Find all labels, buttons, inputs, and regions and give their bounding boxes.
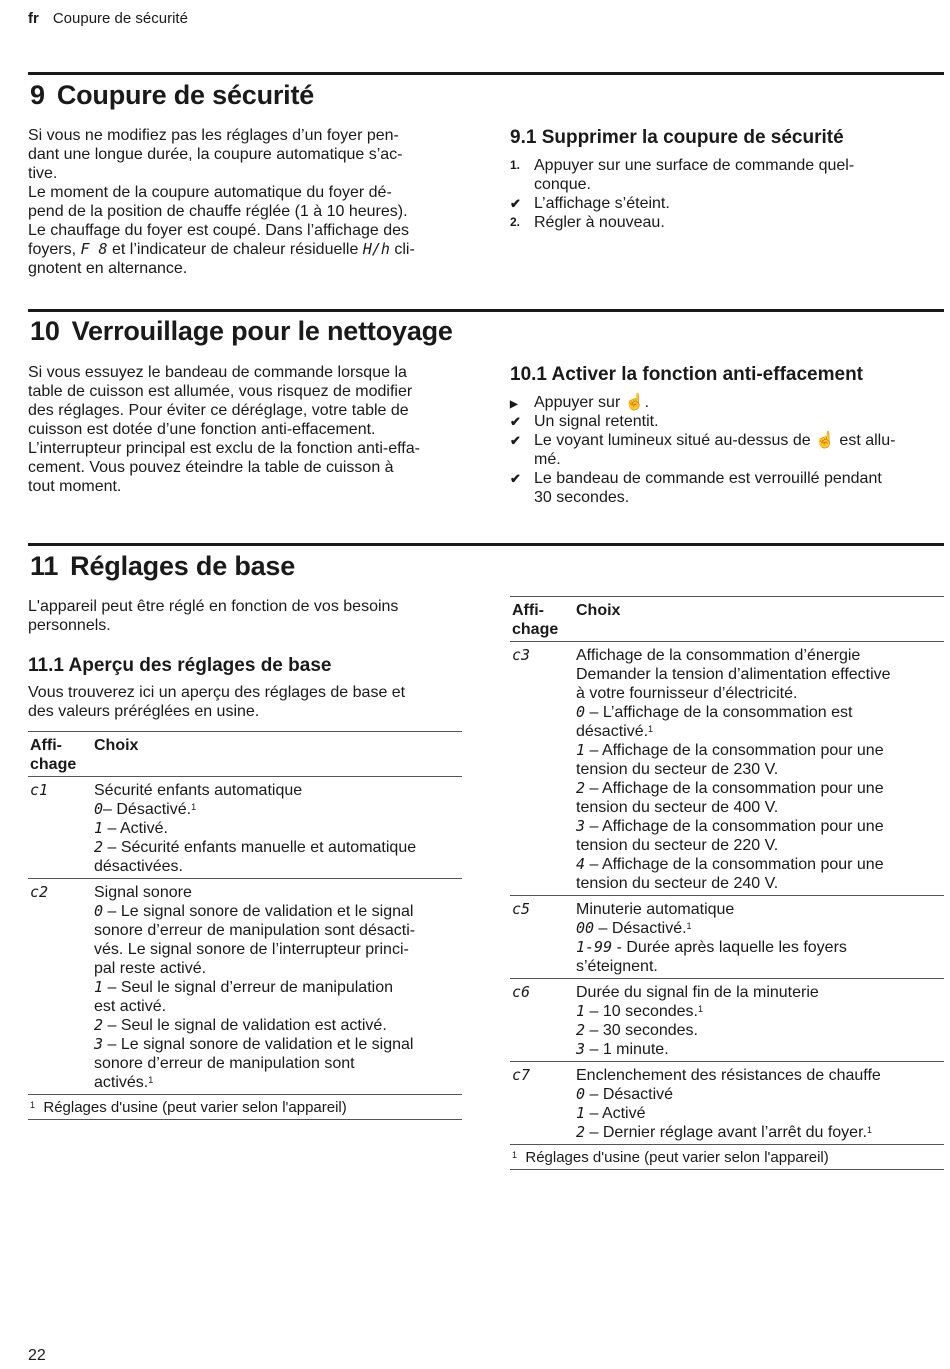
display-symbol: 3 xyxy=(94,1035,104,1053)
section-10-heading xyxy=(30,316,453,347)
check-icon: ✔ xyxy=(510,471,521,486)
text-line: tension du secteur de 240 V. xyxy=(576,875,779,892)
language-code: fr xyxy=(28,10,39,27)
text-line: Le moment de la coupure automatique du foyer dé- xyxy=(28,184,392,201)
text-line: pal reste activé. xyxy=(94,960,207,977)
footnote-text: Réglages d'usine (peut varier selon l'appareil) xyxy=(43,1099,347,1116)
section-number: 11 xyxy=(30,551,59,581)
text-span: – Affichage de la consommation pour une xyxy=(585,856,884,873)
footnote-text: Réglages d'usine (peut varier selon l'appareil) xyxy=(525,1149,829,1166)
display-symbol: 1 xyxy=(94,978,104,996)
choice-cell xyxy=(94,883,462,1092)
text-line: cement. Vous pouvez éteindre la table de cuisson à xyxy=(28,459,394,476)
footnote-mark: 1 xyxy=(866,1125,872,1135)
table-row xyxy=(510,896,944,979)
text-line: Minuterie automatique xyxy=(576,901,735,918)
result-item xyxy=(510,412,930,431)
text-line: chage xyxy=(30,756,77,773)
text-line: chage xyxy=(512,621,559,638)
text-line: sonore d’erreur de manipulation sont désacti- xyxy=(94,922,416,939)
text-span: – L’affichage de la consommation est xyxy=(585,704,853,721)
choice-cell xyxy=(576,1066,944,1142)
display-code: c6 xyxy=(512,983,531,1001)
display-symbol: 1 xyxy=(576,1002,586,1020)
option-line xyxy=(576,1040,944,1059)
option-line xyxy=(576,1123,944,1142)
table-header-row xyxy=(28,732,462,777)
section-11-heading xyxy=(30,551,295,582)
display-symbol: 2 xyxy=(94,1016,104,1034)
text-span: activés. xyxy=(94,1074,149,1091)
table-row xyxy=(510,642,944,896)
text-span: – Affichage de la consommation pour une xyxy=(585,818,884,835)
text-line: L'appareil peut être réglé en fonction de vos besoins xyxy=(28,598,399,615)
text-line: Affi- xyxy=(512,602,544,619)
text-line: tension du secteur de 220 V. xyxy=(576,837,779,854)
option-line xyxy=(576,703,944,722)
choice-cell xyxy=(576,983,944,1059)
table-footnote xyxy=(28,1095,462,1120)
display-symbol: 2 xyxy=(576,1123,586,1141)
check-icon: ✔ xyxy=(510,414,521,429)
settings-table-right xyxy=(510,596,944,1170)
text-span: est allu- xyxy=(834,432,896,449)
text-line: dant une longue durée, la coupure automatique s’ac- xyxy=(28,146,403,163)
footnote-mark: 1 xyxy=(191,802,197,812)
section-rule xyxy=(28,543,944,546)
column-header-choice: Choix xyxy=(94,737,139,754)
text-line: Durée du signal fin de la minuterie xyxy=(576,984,819,1001)
display-symbol: 1 xyxy=(94,819,104,837)
display-symbol: F 8 xyxy=(80,240,108,258)
option-line xyxy=(94,819,462,838)
display-code: c3 xyxy=(512,646,531,664)
text-line: à votre fournisseur d’électricité. xyxy=(576,685,798,702)
step-list xyxy=(510,156,930,232)
option-line xyxy=(576,741,944,760)
display-symbol: 0 xyxy=(576,703,586,721)
section-10-body xyxy=(28,363,468,496)
step-item xyxy=(510,156,930,194)
column-header-display xyxy=(28,736,94,774)
section-title: Coupure de sécurité xyxy=(56,80,315,110)
arrow-icon: ▶ xyxy=(510,399,518,410)
text-line: des valeurs préréglées en usine. xyxy=(28,703,260,720)
display-code: c1 xyxy=(30,781,49,799)
text-span: – Désactivé xyxy=(585,1086,674,1103)
text-span: – 1 minute. xyxy=(585,1041,669,1058)
text-span: – Le signal sonore de validation et le signal xyxy=(103,903,414,920)
text-line: 30 secondes. xyxy=(534,489,630,506)
text-span: – Activé xyxy=(585,1105,646,1122)
option-line xyxy=(576,817,944,836)
check-icon: ✔ xyxy=(510,196,521,211)
option-line xyxy=(94,1016,462,1035)
option-line xyxy=(576,779,944,798)
text-line xyxy=(28,240,468,259)
option-line xyxy=(94,902,462,921)
option-line xyxy=(576,1002,944,1021)
action-item: ▶ Appuyer sur ☝. xyxy=(510,393,930,412)
text-line: Demander la tension d’alimentation effective xyxy=(576,666,891,683)
display-symbol: 2 xyxy=(576,1021,586,1039)
section-title: Réglages de base xyxy=(70,551,296,581)
text-line: mé. xyxy=(534,451,561,468)
section-title: Verrouillage pour le nettoyage xyxy=(71,316,453,346)
step-item xyxy=(510,213,930,232)
footnote-mark: 1 xyxy=(686,921,692,931)
text-span: Le voyant lumineux situé au-dessus de xyxy=(534,432,816,449)
result-item xyxy=(510,469,930,507)
table-row xyxy=(510,1062,944,1145)
footnote-mark: 1 xyxy=(698,1004,704,1014)
text-span: – 10 secondes. xyxy=(585,1003,698,1020)
text-line: sonore d’erreur de manipulation sont xyxy=(94,1055,355,1072)
running-header xyxy=(28,10,188,27)
text-span: foyers, xyxy=(28,241,81,258)
text-line: Le bandeau de commande est verrouillé pendant xyxy=(534,470,882,487)
hand-wipe-icon: ☝ xyxy=(624,394,645,411)
text-line: tension du secteur de 230 V. xyxy=(576,761,779,778)
text-line: Appuyer sur xyxy=(534,394,625,411)
table-footnote xyxy=(510,1145,944,1170)
choice-cell xyxy=(94,781,462,876)
text-line: tension du secteur de 400 V. xyxy=(576,799,779,816)
option-line xyxy=(576,722,944,741)
option-line xyxy=(94,978,462,997)
display-symbol: 00 xyxy=(576,919,595,937)
display-symbol: 0 xyxy=(94,902,104,920)
display-symbol: 0 xyxy=(94,800,104,818)
text-line: L’affichage s’éteint. xyxy=(534,195,670,212)
text-span: – Dernier réglage avant l’arrêt du foyer. xyxy=(585,1124,867,1141)
text-span: cli- xyxy=(389,241,415,258)
step-number: 2. xyxy=(510,215,521,229)
text-line: pend de la position de chauffe réglée (1 à 10 heures). xyxy=(28,203,408,220)
section-rule xyxy=(28,309,944,312)
text-line: est activé. xyxy=(94,998,167,1015)
text-line: Appuyer sur une surface de commande quel- xyxy=(534,157,855,174)
text-span: – Le signal sonore de validation et le signal xyxy=(103,1036,414,1053)
footnote-mark: 1 xyxy=(30,1100,36,1110)
settings-table-left xyxy=(28,731,462,1120)
section-number: 10 xyxy=(30,316,60,346)
text-span: – Affichage de la consommation pour une xyxy=(585,780,884,797)
option-line xyxy=(576,919,944,938)
display-code: c7 xyxy=(512,1066,531,1084)
section-rule xyxy=(28,72,944,75)
text-span: – Affichage de la consommation pour une xyxy=(585,742,884,759)
text-line: gnotent en alternance. xyxy=(28,260,188,277)
text-line: Affi- xyxy=(30,737,62,754)
text-span: – Sécurité enfants manuelle et automatique xyxy=(103,839,417,856)
column-header-display xyxy=(510,601,576,639)
page-number: 22 xyxy=(28,1347,46,1364)
text-line: tout moment. xyxy=(28,478,122,495)
footnote-mark: 1 xyxy=(648,724,654,734)
display-symbol: 2 xyxy=(94,838,104,856)
option-line xyxy=(94,1035,462,1054)
text-line: Régler à nouveau. xyxy=(534,214,665,231)
text-span: – Seul le signal d’erreur de manipulation xyxy=(103,979,393,996)
footnote-mark: 1 xyxy=(512,1150,518,1160)
text-span: – Désactivé. xyxy=(594,920,687,937)
section-11-intro xyxy=(28,597,468,635)
text-span: – 30 secondes. xyxy=(585,1022,698,1039)
option-line xyxy=(576,1021,944,1040)
table-row xyxy=(28,777,462,879)
section-9-body xyxy=(28,126,468,278)
text-line: personnels. xyxy=(28,617,111,634)
subsection-11-1-body xyxy=(28,683,468,721)
text-line: Affichage de la consommation d’énergie xyxy=(576,647,861,664)
text-line: Enclenchement des résistances de chauffe xyxy=(576,1067,881,1084)
text-span: - Durée après laquelle les foyers xyxy=(612,939,847,956)
display-symbol: 1-99 xyxy=(576,938,613,956)
display-symbol: 4 xyxy=(576,855,586,873)
text-span: – Activé. xyxy=(103,820,168,837)
table-row xyxy=(28,879,462,1095)
option-line xyxy=(576,938,944,957)
result-item xyxy=(510,431,930,469)
text-line: cuisson est dotée d’une fonction anti-effacement. xyxy=(28,421,376,438)
option-line xyxy=(576,1085,944,1104)
option-line xyxy=(576,1104,944,1123)
footnote-mark: 1 xyxy=(148,1075,154,1085)
section-9-heading xyxy=(30,80,314,111)
step-list xyxy=(510,393,930,507)
display-symbol: 1 xyxy=(576,1104,586,1122)
subsection-10-1-heading: 10.1 Activer la fonction anti-effacement xyxy=(510,364,864,385)
display-code: c5 xyxy=(512,900,531,918)
running-title: Coupure de sécurité xyxy=(52,10,188,27)
text-line: s’éteignent. xyxy=(576,958,658,975)
hand-wipe-icon: ☝ xyxy=(815,432,835,449)
step-number: 1. xyxy=(510,158,521,172)
text-line: Le chauffage du foyer est coupé. Dans l’affichage des xyxy=(28,222,410,239)
display-symbol: H/h xyxy=(362,240,390,258)
check-icon: ✔ xyxy=(510,433,521,448)
text-line: L’interrupteur principal est exclu de la fonction anti-effa- xyxy=(28,440,420,457)
display-symbol: 2 xyxy=(576,779,586,797)
display-symbol: 0 xyxy=(576,1085,586,1103)
text-line: Un signal retentit. xyxy=(534,413,659,430)
column-header-choice: Choix xyxy=(576,602,621,619)
table-row xyxy=(510,979,944,1062)
option-line xyxy=(576,855,944,874)
text-line: tive. xyxy=(28,165,58,182)
text-span: – Seul le signal de validation est activé. xyxy=(103,1017,387,1034)
subsection-11-1-heading: 11.1 Aperçu des réglages de base xyxy=(28,655,332,676)
text-line: Si vous essuyez le bandeau de commande lorsque la xyxy=(28,364,407,381)
option-line xyxy=(94,1073,462,1092)
text-line: des réglages. Pour éviter ce déréglage, votre table de xyxy=(28,402,409,419)
section-number: 9 xyxy=(30,80,45,110)
display-code: c2 xyxy=(30,883,49,901)
text-line: vés. Le signal sonore de l’interrupteur princi- xyxy=(94,941,409,958)
text-line: Signal sonore xyxy=(94,884,192,901)
choice-cell xyxy=(576,900,944,976)
table-header-row xyxy=(510,597,944,642)
text-line: Si vous ne modifiez pas les réglages d’un foyer pen- xyxy=(28,127,399,144)
option-line xyxy=(94,800,462,819)
option-line xyxy=(94,838,462,857)
text-line: désactivées. xyxy=(94,858,183,875)
display-symbol: 3 xyxy=(576,1040,586,1058)
text-line: table de cuisson est allumée, vous risquez de modifier xyxy=(28,383,413,400)
result-item xyxy=(510,194,930,213)
text-line: Vous trouverez ici un aperçu des réglages de base et xyxy=(28,684,406,701)
choice-cell xyxy=(576,646,944,893)
display-symbol: 1 xyxy=(576,741,586,759)
text-span: désactivé. xyxy=(576,723,649,740)
text-line: conque. xyxy=(534,176,591,193)
display-symbol: 3 xyxy=(576,817,586,835)
text-span: – Désactivé. xyxy=(103,801,192,818)
text-span: et l’indicateur de chaleur résiduelle xyxy=(107,241,363,258)
text-line: Sécurité enfants automatique xyxy=(94,782,303,799)
subsection-9-1-heading: 9.1 Supprimer la coupure de sécurité xyxy=(510,127,844,148)
